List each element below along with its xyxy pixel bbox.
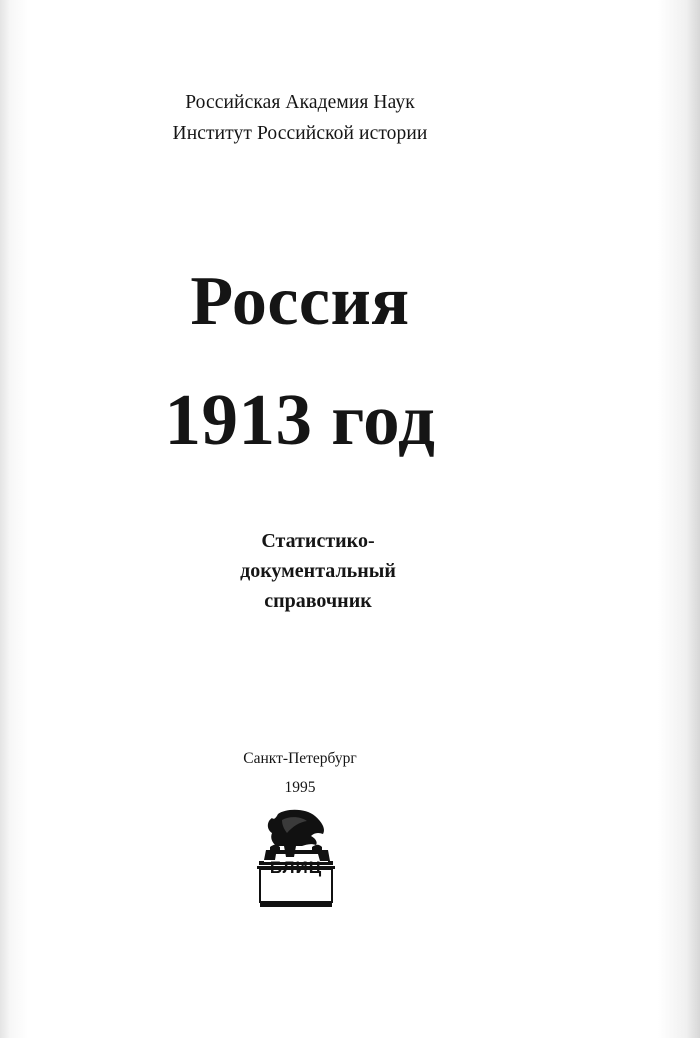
page-shadow-right xyxy=(686,0,700,1038)
publication-city: Санкт-Петербург xyxy=(243,750,357,767)
book-subtitle: Статистико-документальный справочник xyxy=(240,530,396,612)
book-title-line-2: 1913 год xyxy=(164,379,436,460)
academy-name: Российская Академия Наук xyxy=(185,92,415,113)
publisher-logo-text: БЛИЦ xyxy=(269,858,323,877)
institute-name: Институт Российской истории xyxy=(172,123,428,144)
publication-year: 1995 xyxy=(284,779,316,796)
page-shadow-left xyxy=(0,0,10,1038)
book-title-line-1: Россия xyxy=(190,263,410,340)
